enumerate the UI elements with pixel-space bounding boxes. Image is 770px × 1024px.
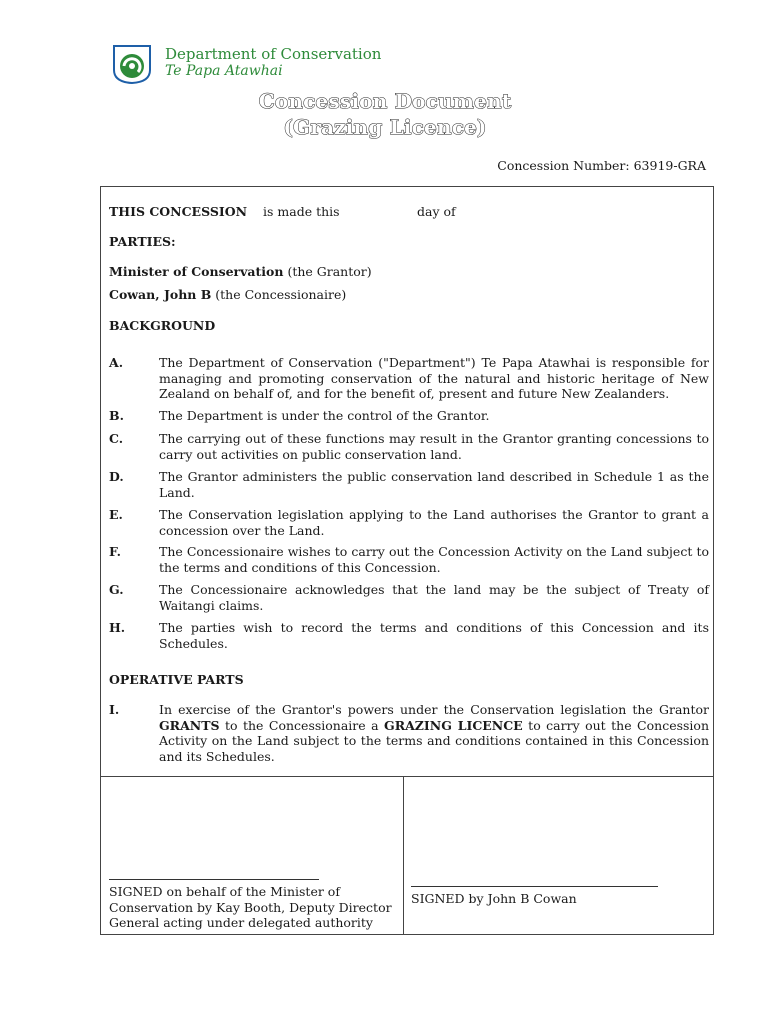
item-text: The Grantor administers the public conservation land described in Schedule 1 as the Land. (159, 469, 709, 500)
organization-name (165, 47, 381, 78)
signature-column-divider (403, 776, 404, 934)
grantor-line (109, 264, 372, 280)
item-key: A. (109, 355, 124, 370)
item-text: The parties wish to record the terms and conditions of this Concession and its Schedules. (159, 620, 709, 651)
concessionaire-line (109, 287, 346, 303)
parties-heading: PARTIES: (109, 234, 176, 249)
grantor-role: (the Grantor) (287, 264, 372, 279)
day-of-label: day of (417, 204, 456, 219)
org-name-maori: Te Papa Atawhai (165, 63, 283, 79)
operative-text-2: to the Concessionaire a (224, 717, 379, 733)
concessionaire-signature-block: SIGNED by John B Cowan (411, 891, 577, 906)
operative-heading: OPERATIVE PARTS (109, 672, 244, 687)
title-line-2: (Grazing Licence) (283, 115, 487, 139)
item-key: E. (109, 507, 123, 522)
item-text: The Concessionaire wishes to carry out the Concession Activity on the Land subject to the terms and conditions of this Concession. (159, 544, 709, 575)
grantor-name: Minister of Conservation (109, 264, 284, 279)
document-title (0, 88, 770, 140)
concession-box (100, 186, 714, 935)
grantor-signature-line (109, 879, 319, 880)
item-text: The Department is under the control of the Grantor. (159, 408, 490, 423)
doc-logo-icon (112, 44, 152, 84)
item-text: The carrying out of these functions may result in the Grantor granting concessions to carry out activities on public conservation land. (159, 431, 709, 462)
org-name-english: Department of Conservation (165, 45, 382, 63)
item-text (159, 702, 709, 764)
item-key: D. (109, 469, 124, 484)
item-text: The Concessionaire acknowledges that the land may be the subject of Treaty of Waitangi claims. (159, 582, 709, 613)
item-key: F. (109, 544, 121, 559)
this-concession-label: THIS CONCESSION (109, 204, 248, 219)
grantor-signature-line-1: SIGNED on behalf of the Minister of (109, 884, 340, 899)
grantor-signature-line-3: General acting under delegated authority (109, 915, 373, 930)
item-text: The Conservation legislation applying to the Land authorises the Grantor to grant a concession over the Land. (159, 507, 709, 538)
grants-term: GRANTS (159, 717, 220, 733)
operative-text-1: In exercise of the Grantor's powers under the Conservation legislation the Grantor (159, 702, 709, 717)
item-text: The Department of Conservation ("Department") Te Papa Atawhai is responsible for managing and promoting conservation of the natural and historic heritage of New Zealand on behalf of, and for the benefit of, present and future New Zealanders. (159, 355, 709, 401)
concession-number: Concession Number: 63919-GRA (497, 158, 706, 173)
item-key: B. (109, 408, 124, 423)
concessionaire-signature-line (411, 886, 658, 887)
licence-term: GRAZING LICENCE (384, 717, 523, 733)
concessionaire-name: Cowan, John B (109, 287, 212, 302)
grantor-signature-line-2: Conservation by Kay Booth, Deputy Director (109, 899, 392, 915)
title-line-1: Concession Document (258, 89, 512, 113)
signature-divider (101, 776, 713, 777)
operative-text-3: to carry out the Concession Activity on the Land subject to the terms and conditions contained in this Concession and its Schedules. (159, 717, 709, 764)
made-this-label: is made this (263, 204, 340, 219)
concessionaire-role: (the Concessionaire) (215, 287, 347, 302)
item-key: G. (109, 582, 124, 597)
item-key: I. (109, 702, 120, 717)
item-key: H. (109, 620, 126, 635)
background-heading: BACKGROUND (109, 318, 216, 333)
item-key: C. (109, 431, 124, 446)
grantor-signature-block (109, 884, 399, 931)
